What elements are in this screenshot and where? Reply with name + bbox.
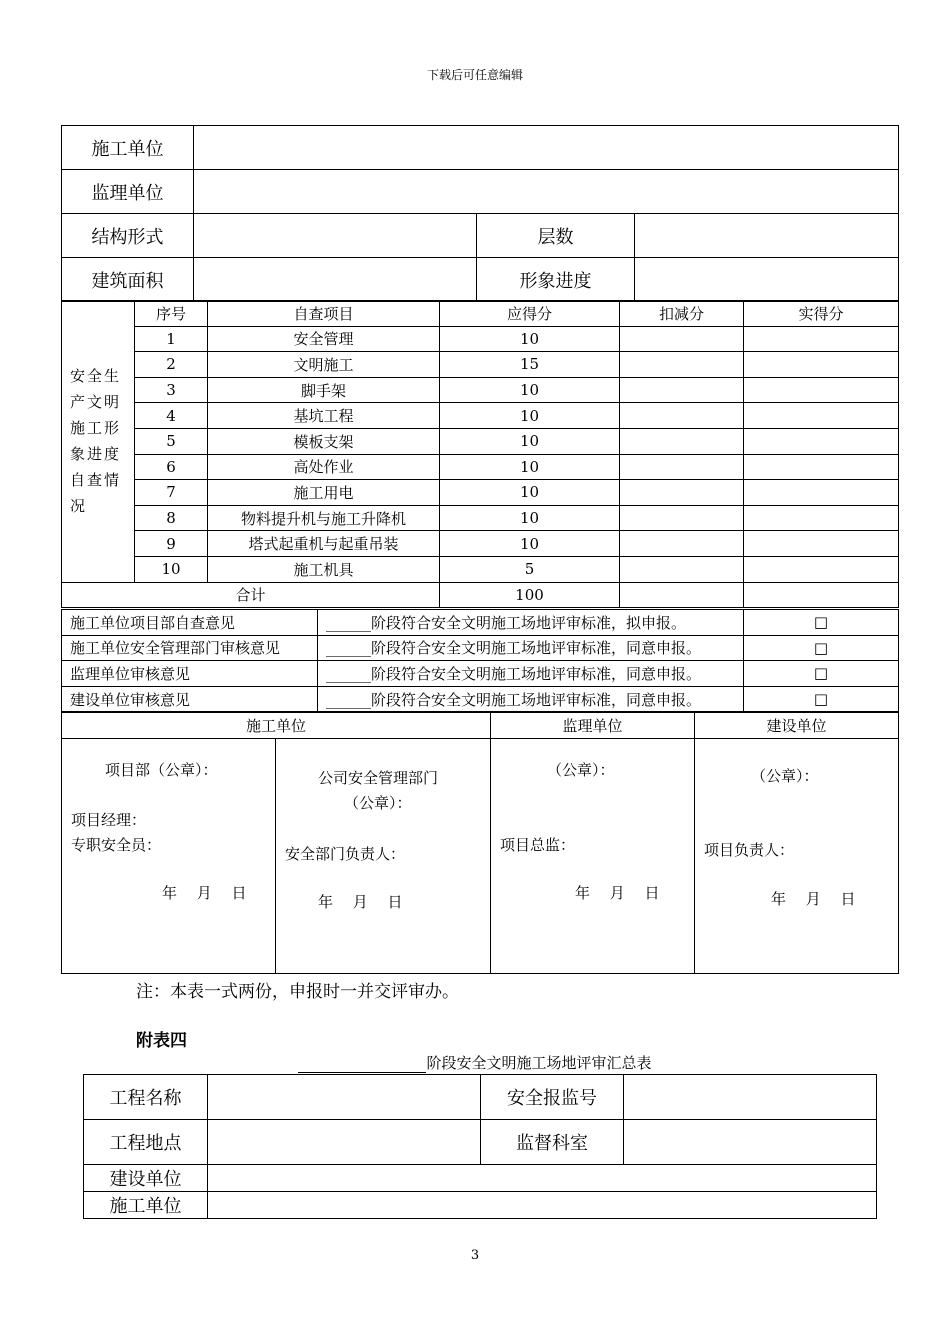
checkbox[interactable]: □ — [744, 661, 899, 687]
actual-cell[interactable] — [744, 454, 899, 480]
construction-unit-field[interactable] — [194, 126, 899, 170]
contractor-field[interactable] — [208, 1192, 877, 1219]
header-score: 应得分 — [440, 301, 620, 327]
header-actual: 实得分 — [744, 301, 899, 327]
total-deduct-cell[interactable] — [620, 582, 744, 608]
deduct-cell[interactable] — [620, 377, 744, 403]
actual-cell[interactable] — [744, 377, 899, 403]
progress-label: 形象进度 — [477, 258, 635, 302]
actual-cell[interactable] — [744, 326, 899, 352]
sig-header-supervisor: 监理单位 — [491, 713, 695, 739]
floors-label: 层数 — [477, 214, 635, 258]
header-item: 自查项目 — [208, 301, 440, 327]
company-dept-signature[interactable]: 公司安全管理部门 （公章）： 安全部门负责人： 年 月 日 — [276, 739, 491, 974]
builder-label: 建设单位 — [84, 1165, 208, 1192]
construction-unit-label: 施工单位 — [62, 126, 194, 170]
opinion-row: 施工单位项目部自查意见 ______阶段符合安全文明施工场地评审标准，拟申报。 □ — [62, 610, 899, 636]
actual-cell[interactable] — [744, 556, 899, 582]
actual-cell[interactable] — [744, 403, 899, 429]
sig-header-builder: 建设单位 — [695, 713, 899, 739]
deduct-cell[interactable] — [620, 505, 744, 531]
building-area-field[interactable] — [194, 258, 477, 302]
deduct-cell[interactable] — [620, 531, 744, 557]
self-check-table — [61, 300, 899, 608]
builder-signature[interactable]: （公章）： 项目负责人： 年 月 日 — [695, 739, 899, 974]
deduct-cell[interactable] — [620, 403, 744, 429]
table-row: 5 模板支架 10 — [62, 428, 899, 454]
checkbox[interactable]: □ — [744, 610, 899, 636]
deduct-cell[interactable] — [620, 352, 744, 378]
supervision-office-label: 监督科室 — [481, 1120, 624, 1165]
deduct-cell[interactable] — [620, 480, 744, 506]
supervision-unit-label: 监理单位 — [62, 170, 194, 214]
project-info-table — [61, 125, 899, 302]
deduct-cell[interactable] — [620, 454, 744, 480]
opinion-row: 施工单位安全管理部门审核意见 ______阶段符合安全文明施工场地评审标准，同意申报。 □ — [62, 635, 899, 661]
report-no-label: 安全报监号 — [481, 1075, 624, 1120]
project-name-field[interactable] — [208, 1075, 481, 1120]
header-no: 序号 — [135, 301, 208, 327]
table-row: 1 安全管理 10 — [62, 326, 899, 352]
supervisor-signature[interactable]: （公章）： 项目总监： 年 月 日 — [491, 739, 695, 974]
deduct-cell[interactable] — [620, 428, 744, 454]
structure-type-field[interactable] — [194, 214, 477, 258]
opinions-table — [61, 609, 899, 712]
summary-title: 阶段安全文明施工场地评审汇总表 — [0, 1052, 950, 1073]
contractor-label: 施工单位 — [84, 1192, 208, 1219]
table-row: 4 基坑工程 10 — [62, 403, 899, 429]
total-label: 合计 — [62, 582, 440, 608]
table-row: 10 施工机具 5 — [62, 556, 899, 582]
checkbox[interactable]: □ — [744, 686, 899, 712]
self-check-side-label: 安全生 产文明 施工形 象进度 自查情 况 — [62, 301, 135, 583]
builder-field[interactable] — [208, 1165, 877, 1192]
structure-type-label: 结构形式 — [62, 214, 194, 258]
progress-field[interactable] — [635, 258, 899, 302]
project-dept-signature[interactable]: 项目部（公章）： 项目经理： 专职安全员： 年 月 日 — [62, 739, 276, 974]
header-deduct: 扣减分 — [620, 301, 744, 327]
total-row — [62, 582, 899, 608]
report-no-field[interactable] — [624, 1075, 877, 1120]
supervision-office-field[interactable] — [624, 1120, 877, 1165]
total-actual-cell[interactable] — [744, 582, 899, 608]
title-blank[interactable] — [298, 1058, 426, 1073]
project-location-label: 工程地点 — [84, 1120, 208, 1165]
table-row: 9 塔式起重机与起重吊装 10 — [62, 531, 899, 557]
header-note: 下载后可任意编辑 — [426, 68, 523, 82]
opinion-row: 监理单位审核意见 ______阶段符合安全文明施工场地评审标准，同意申报。 □ — [62, 661, 899, 687]
table-row: 6 高处作业 10 — [62, 454, 899, 480]
total-score: 100 — [440, 582, 620, 608]
deduct-cell[interactable] — [620, 326, 744, 352]
project-name-label: 工程名称 — [84, 1075, 208, 1120]
summary-table — [83, 1074, 877, 1219]
sig-header-contractor: 施工单位 — [62, 713, 491, 739]
table-row: 8 物料提升机与施工升降机 10 — [62, 505, 899, 531]
table-row: 3 脚手架 10 — [62, 377, 899, 403]
actual-cell[interactable] — [744, 505, 899, 531]
actual-cell[interactable] — [744, 531, 899, 557]
signature-table — [61, 712, 899, 974]
supervision-unit-field[interactable] — [194, 170, 899, 214]
actual-cell[interactable] — [744, 480, 899, 506]
opinion-row: 建设单位审核意见 ______阶段符合安全文明施工场地评审标准，同意申报。 □ — [62, 686, 899, 712]
actual-cell[interactable] — [744, 428, 899, 454]
checkbox[interactable]: □ — [744, 635, 899, 661]
page-number: 3 — [470, 1248, 480, 1263]
actual-cell[interactable] — [744, 352, 899, 378]
table-row: 2 文明施工 15 — [62, 352, 899, 378]
building-area-label: 建筑面积 — [62, 258, 194, 302]
floors-field[interactable] — [635, 214, 899, 258]
project-location-field[interactable] — [208, 1120, 481, 1165]
table-row: 7 施工用电 10 — [62, 480, 899, 506]
appendix-title: 附表四 — [136, 1031, 187, 1051]
footnote: 注：本表一式两份，申报时一并交评审办。 — [136, 982, 459, 1002]
deduct-cell[interactable] — [620, 556, 744, 582]
